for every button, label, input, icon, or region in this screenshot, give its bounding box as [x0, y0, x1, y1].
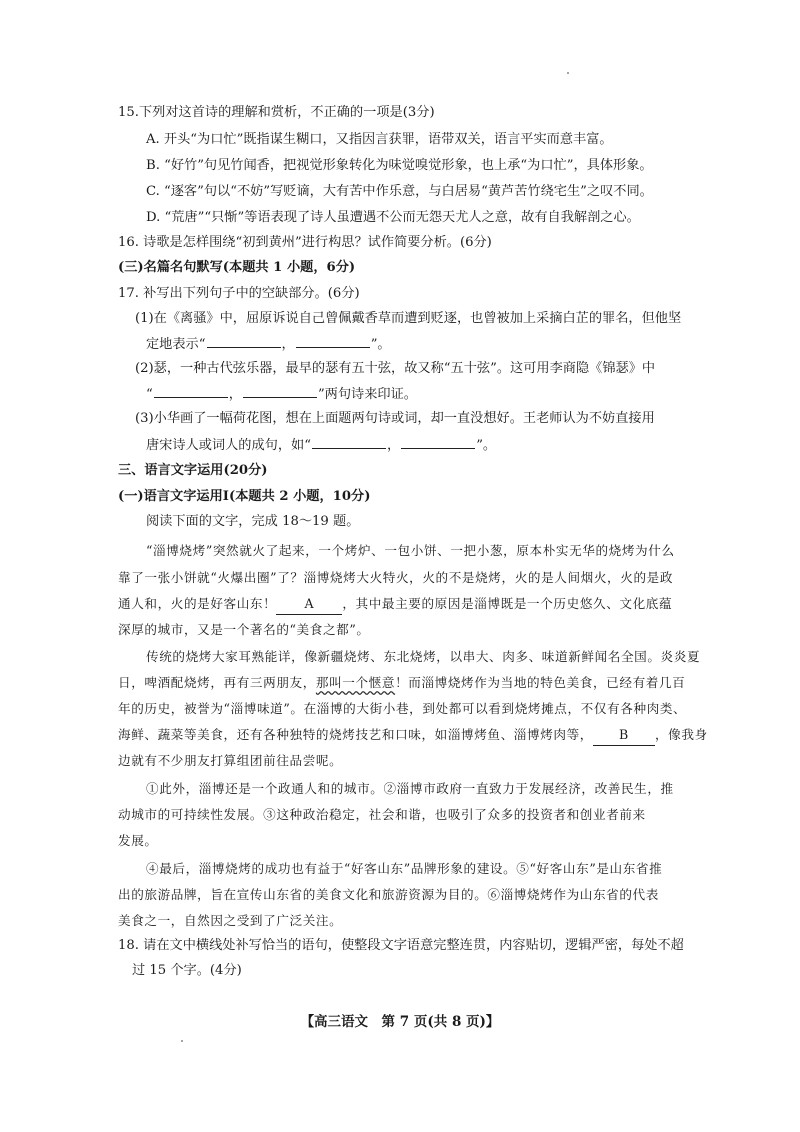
scan-speck [181, 1040, 183, 1042]
answer-blank[interactable] [154, 384, 228, 398]
q15-option-b: B. “好竹”句见竹闻香，把视觉形象转化为味觉嗅觉形象，也上承“为口忙”，具体形象。 [146, 158, 653, 173]
passage-line: 动城市的可持续性发展。③这种政治稳定，社会和谐，也吸引了众多的投资者和创业者前来 [118, 807, 646, 822]
scan-speck [567, 72, 569, 74]
passage-line: 发展。 [118, 833, 158, 848]
q15-option-a: A. 开头“为口忙”既指谋生糊口，又指因言获罪，语带双关，语言平实而意丰富。 [146, 132, 613, 147]
passage-line: 美食之一，自然因之受到了广泛关注。 [118, 913, 343, 928]
passage-line: 通人和，火的是好客山东！ A ，其中最主要的原因是淄博既是一个历史悠久、文化底蕴 [118, 594, 672, 615]
passage-line: ①此外，淄博还是一个政通人和的城市。②淄博市政府一直致力于发展经济，改善民生，推 [146, 781, 674, 796]
q17-item-1-line-1: (1)在《离骚》中，屈原诉说自己曾佩戴香草而遭到贬逐，也曾被加上采摘白芷的罪名，但他坚 [135, 311, 682, 326]
q15-stem: 15.下列对这首诗的理解和赏析，不正确的一项是(3分) [118, 105, 435, 120]
q16-stem: 16. 诗歌是怎样围绕“初到黄州”进行构思？试作简要分析。(6分) [118, 235, 492, 250]
q17-item-1-prefix: 定地表示“ [146, 337, 206, 352]
blank-b[interactable]: B [593, 725, 655, 746]
answer-blank[interactable] [296, 334, 370, 348]
answer-blank[interactable] [312, 435, 386, 449]
q17-item-2-line-2: “ ， ”两句诗来印证。 [146, 384, 417, 405]
reading-instruction: 阅读下面的文字，完成 18～19 题。 [146, 514, 360, 529]
page-footer: 【高三语文 第 7 页(共 8 页)】 [300, 1014, 500, 1030]
wavy-underlined-phrase: 那叫一个惬意 [315, 675, 396, 690]
answer-blank[interactable] [243, 384, 317, 398]
passage-line: ④最后，淄博烧烤的成功也有益于“好客山东”品牌形象的建设。⑤“好客山东”是山东省推 [146, 861, 663, 876]
passage-line: 边就有不少朋友打算组团前往品尝呢。 [118, 753, 343, 768]
part-3-title: 三、语言文字运用(20分) [118, 463, 268, 478]
q17-item-3-line-2: 唐宋诗人或词人的成句，如“ ， ”。 [146, 435, 496, 456]
passage-line: “淄博烧烤”突然就火了起来，一个烤炉、一包小饼、一把小葱，原本朴实无华的烧烤为什么 [146, 543, 675, 558]
passage-line: 深厚的城市，又是一个著名的“美食之都”。 [118, 622, 370, 637]
section-3-title: (三)名篇名句默写(本题共 1 小题，6分) [118, 260, 356, 275]
blank-a[interactable]: A [276, 594, 342, 615]
q15-option-d: D. “荒唐”“只惭”等语表现了诗人虽遭遇不公而无怨天尤人之意，故有自我解剖之心。 [146, 210, 640, 225]
q17-item-1-line-2: 定地表示“ ， ”。 [146, 334, 391, 355]
part-3-subtitle: (一)语言文字运用Ⅰ(本题共 2 小题，10分) [118, 489, 371, 504]
q17-item-3-line-1: (3)小华画了一幅荷花图，想在上面题两句诗或词，却一直没想好。王老师认为不妨直接用 [135, 411, 655, 426]
passage-line: 传统的烧烤大家耳熟能详，像新疆烧烤、东北烧烤，以串大、肉多、味道新鲜闻名全国。炎炎夏 [146, 649, 701, 664]
q18-stem-line-1: 18. 请在文中横线处补写恰当的语句，使整段文字语意完整连贯，内容贴切，逻辑严密，每处不超 [118, 938, 684, 953]
passage-line: 出的旅游品牌，旨在宣传山东省的美食文化和旅游资源为目的。⑥淄博烧烤作为山东省的代表 [118, 887, 659, 902]
q15-option-c: C. “逐客”句以“不妨”写贬谪，大有苦中作乐意，与白居易“黄芦苦竹绕宅生”之叹不同。 [146, 184, 653, 199]
answer-blank[interactable] [207, 334, 281, 348]
passage-line: 日，啤酒配烧烤，再有三两朋友，那叫一个惬意！而淄博烧烤作为当地的特色美食，已经有着几百 [118, 675, 686, 690]
answer-blank[interactable] [401, 435, 475, 449]
q18-stem-line-2: 过 15 个字。(4分) [132, 963, 242, 978]
passage-line: 年的历史，被誉为“淄博味道”。在淄博的大街小巷，到处都可以看到烧烤摊点，不仅有各种肉类、 [118, 701, 687, 716]
passage-line: 靠了一张小饼就“火爆出圈”了？淄博烧烤大火特火，火的不是烧烤，火的是人间烟火，火的是政 [118, 570, 674, 585]
q17-item-2-line-1: (2)瑟，一种古代弦乐器，最早的瑟有五十弦，故又称“五十弦”。这可用李商隐《锦瑟》中 [135, 361, 656, 376]
passage-line: 海鲜、蔬菜等美食，还有各种独特的烧烤技艺和口味，如淄博烤鱼、淄博烤肉等， B ，像我身 [118, 725, 708, 746]
q17-stem: 17. 补写出下列句子中的空缺部分。(6分) [118, 286, 360, 301]
